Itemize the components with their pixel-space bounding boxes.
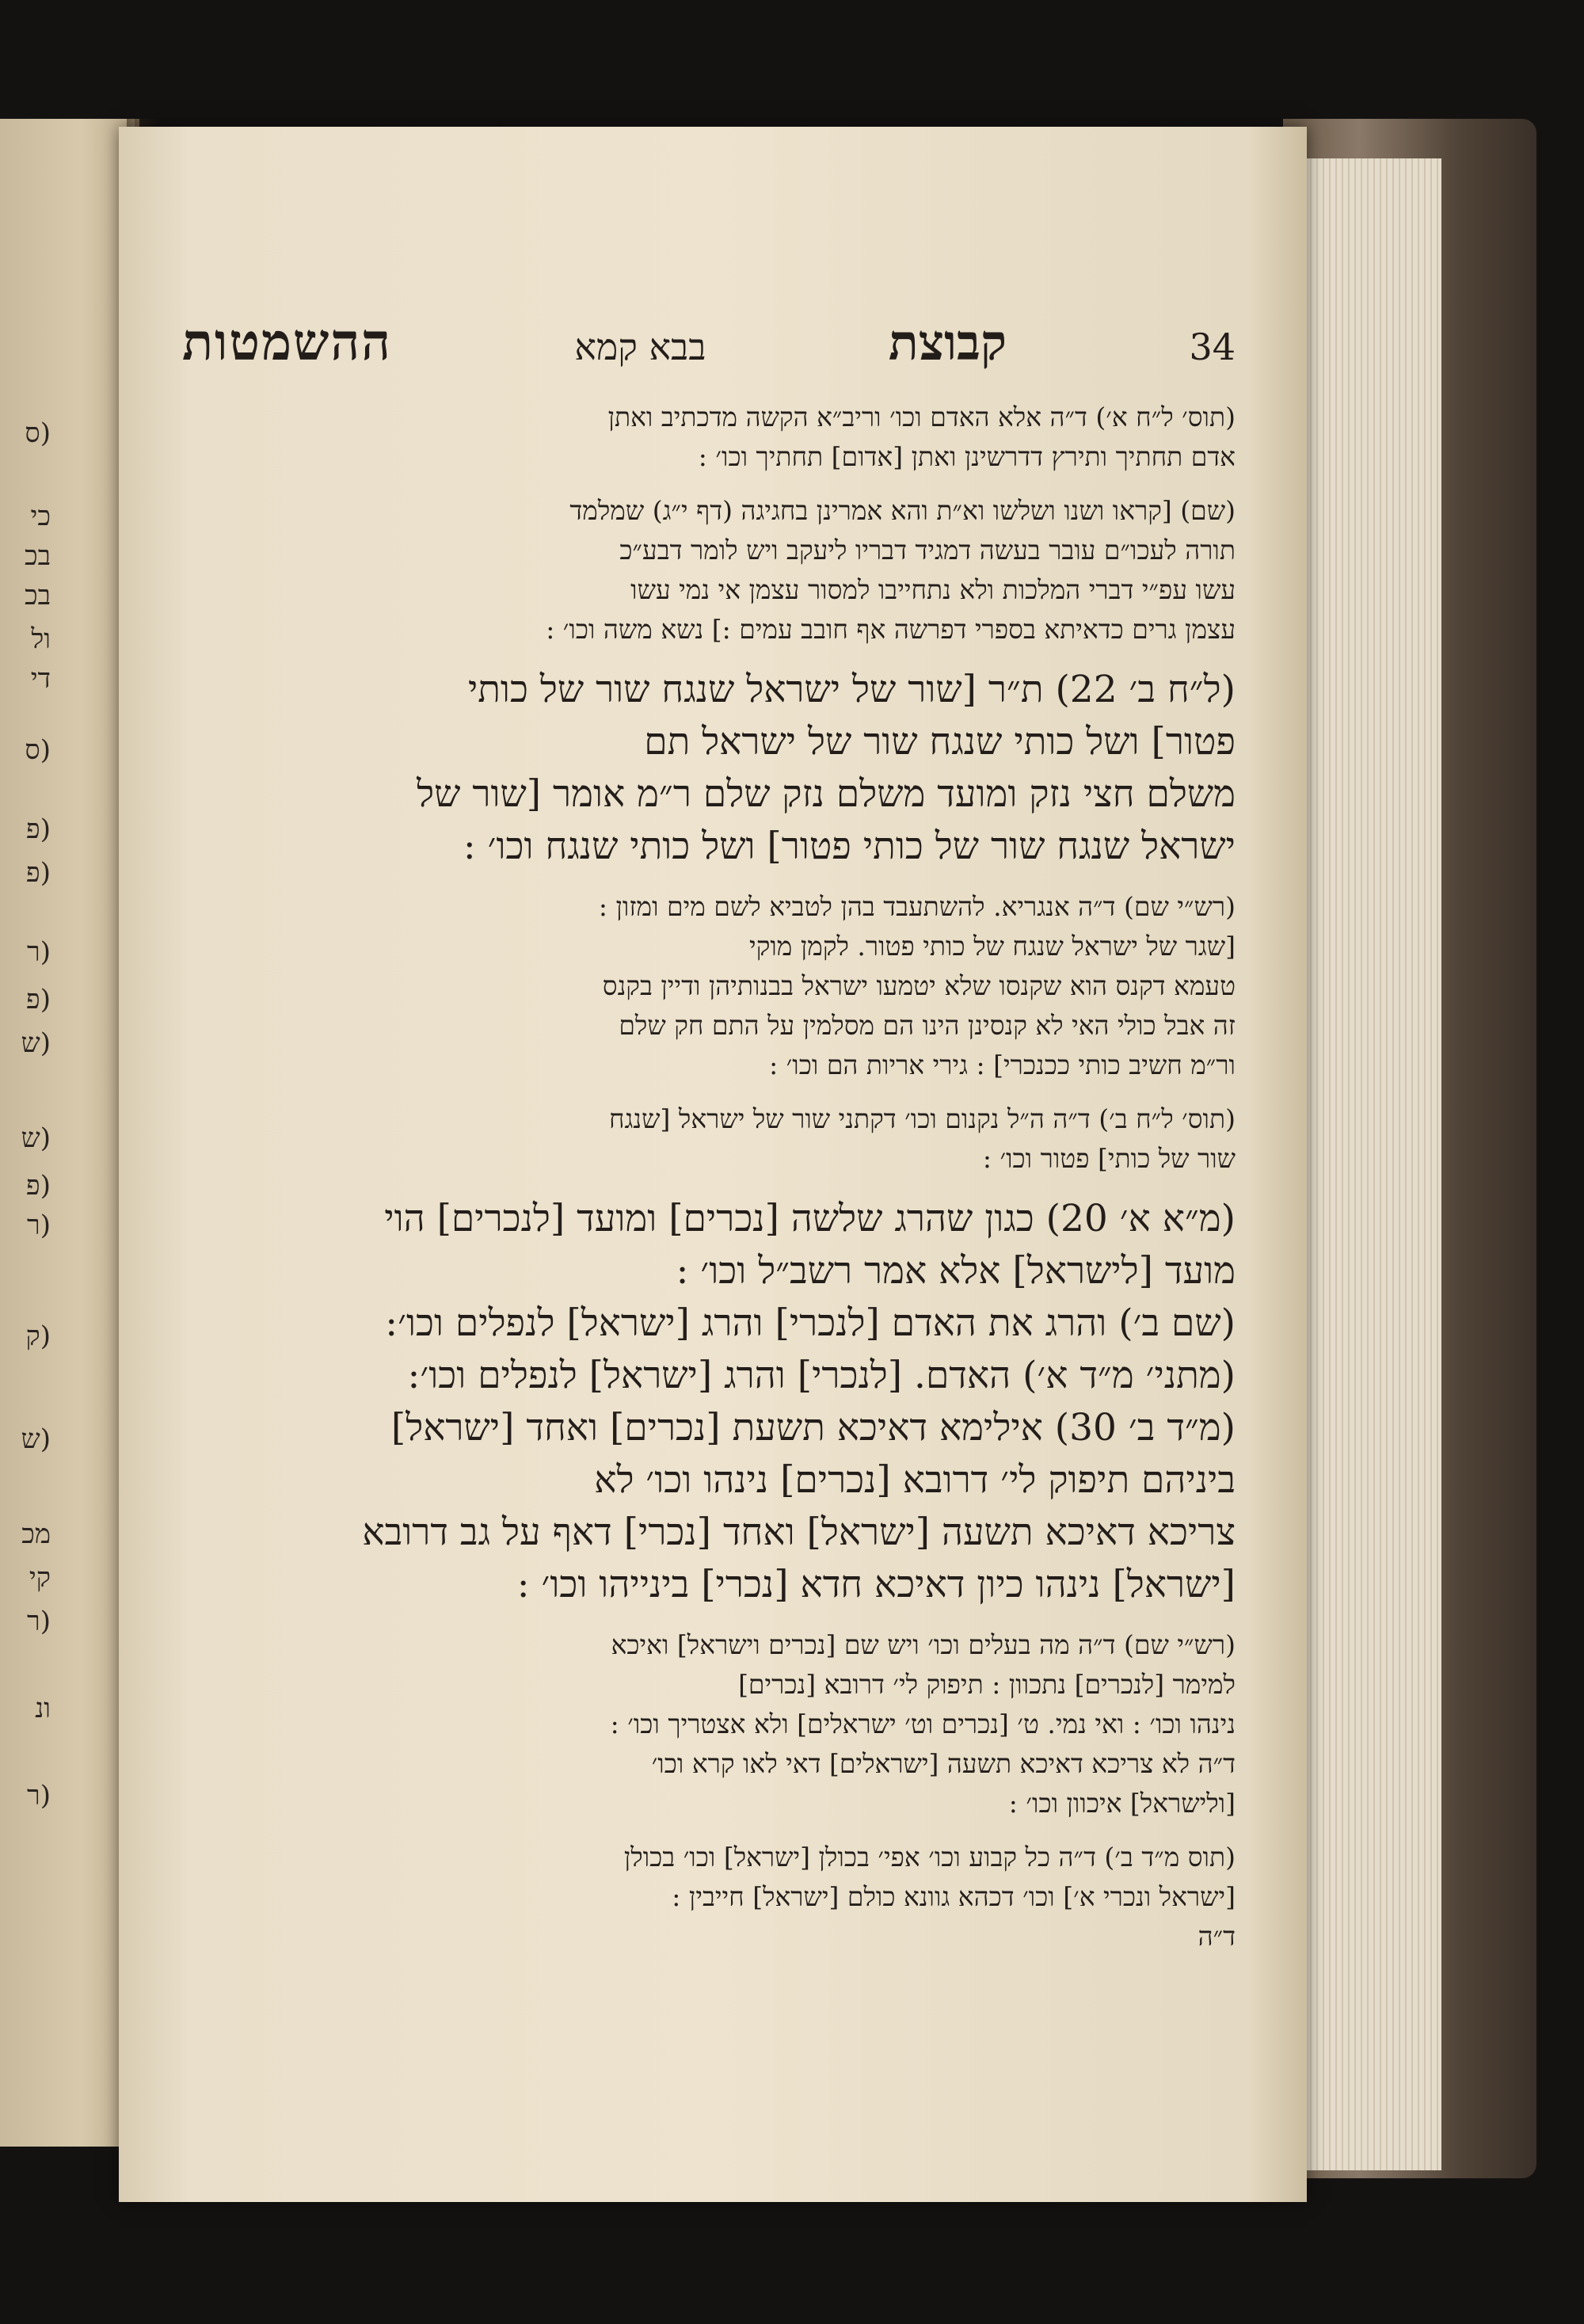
text-line: נינהו וכו׳ : ואי נמי. ט׳ [נכרים וט׳ ישראלים] ולא אצטריך וכו׳ : <box>610 1709 1236 1739</box>
paragraph <box>182 1838 1236 1956</box>
text-line: זה אבל כולי האי לא קנסינן הינו הם מסלמין על התם חק שלם <box>619 1010 1236 1041</box>
title-main: קבוצת <box>888 314 1007 371</box>
right-page <box>119 127 1307 2202</box>
text-line: (תוס׳ ל״ח א׳) ד״ה אלא האדם וכו׳ וריב״א הקשה מדכתיב ואתן <box>607 402 1236 432</box>
paragraph <box>182 491 1236 650</box>
text-line: (ל״ח ב׳ 22) ת״ר [שור של ישראל שנגח שור של כותי <box>467 668 1236 711</box>
text-line: אדם תחתיך ותירץ דדרשינן ואתן [אדום] תחתיך וכו׳ : <box>698 441 1236 472</box>
text-line: ור״מ חשיב כותי ככנכרי] : גירי אריות הם וכו׳ : <box>769 1050 1236 1080</box>
text-line: ישראל שנגח שור של כותי פטור] ושל כותי שנגח וכו׳ : <box>463 825 1236 868</box>
text-line: שור של כותי] פטור וכו׳ : <box>982 1143 1236 1174</box>
text-line: טעמא דקנס הוא שקנסו שלא יטמעו ישראל בבנותיהן ודיין בקנס <box>602 970 1236 1001</box>
left-page-fragment: (ר <box>27 936 51 968</box>
text-line: עשו עפ״י דברי המלכות ולא נתחייבו למסור עצמן אי נמי עשו <box>630 574 1236 605</box>
text-line: (מ״א א׳ 20) כגון שהרג שלשה [נכרים] ומועד [לנכרים] הוי <box>384 1197 1236 1240</box>
page-stack <box>1299 158 1441 2170</box>
text-line: (מ״ד ב׳ 30) אילימא דאיכא תשעת [נכרים] ואחד [ישראל] <box>390 1406 1236 1450</box>
text-line: תורה לעכו״ם עובר בעשה דמגיד דבריו ליעקב ויש לומר דבע״כ <box>619 535 1236 566</box>
text-line: ד״ה <box>1198 1921 1236 1952</box>
title-tractate: בבא קמא <box>574 326 706 368</box>
page-number: 34 <box>1189 326 1236 368</box>
text-line: ביניהם תיפוק לי׳ דרובא [נכרים] נינהו וכו׳ לא <box>594 1458 1236 1502</box>
left-page-fragment: (פ <box>25 857 51 889</box>
text-line: [ישראל ונכרי א׳] וכו׳ דכהא גוונא כולם [ישראל] חייבין : <box>672 1881 1236 1912</box>
text-line: (שם ב׳) והרג את האדם [לנכרי] והרג [ישראל] לנפלים וכו׳: <box>385 1301 1236 1345</box>
text-line: (שם) [קראו ושנו ושלשו וא״ת והא אמרינן בחגיגה (דף י״ג) שמלמד <box>569 495 1236 526</box>
text-line: [שגר של ישראל שנגח של כותי פטור. לקמן מוקי <box>749 931 1236 962</box>
left-page-fragment: בכ <box>24 580 51 611</box>
paragraph <box>182 1625 1236 1823</box>
page-content <box>182 313 1236 1971</box>
text-line: (מתני׳ מ״ד א׳) האדם. [לנכרי] והרג [ישראל] לנפלים וכו׳: <box>407 1354 1236 1397</box>
paragraph <box>182 1193 1236 1611</box>
text-line: עצמן גרים כדאיתא בספרי דפרשה אף חובב עמים :] נשא משה וכו׳ : <box>546 614 1236 645</box>
left-page-fragment: (ש <box>21 1122 51 1154</box>
text-line: משלם חצי נזק ומועד משלם נזק שלם ר״מ אומר [שור של <box>417 772 1236 816</box>
left-page-fragment: ול <box>31 623 51 655</box>
text-line: (תוס מ״ד ב׳) ד״ה כל קבוע וכו׳ אפי׳ בכולן [ישראל] וכו׳ בכולן <box>623 1842 1236 1873</box>
text-line: ד״ה לא צריכא דאיכא תשעה [ישראלים] דאי לאו קרא וכו׳ <box>651 1748 1236 1779</box>
paragraph <box>182 887 1236 1085</box>
left-page-fragment: די <box>30 663 51 695</box>
left-page-fragment: קי <box>29 1562 51 1594</box>
left-page-fragment: (פ <box>25 813 51 845</box>
paragraph <box>182 1099 1236 1179</box>
left-page-fragment: (ס <box>25 734 51 766</box>
text-line: מועד [לישראל] אלא אמר רשב״ל וכו׳ : <box>676 1249 1236 1293</box>
left-page-fragment: (ש <box>21 1027 51 1059</box>
left-page-fragment: (ש <box>21 1423 51 1455</box>
title-end: ההשמטות <box>182 313 392 372</box>
running-header <box>182 313 1236 372</box>
left-page-fragment: (פ <box>25 1170 51 1202</box>
left-page-fragment: ונ <box>35 1693 51 1724</box>
text-line: [ולישראל] איכוון וכו׳ : <box>1008 1788 1236 1819</box>
text-line: צריכא דאיכא תשעה [ישראל] ואחד [נכרי] דאף על גב דרובא <box>362 1511 1236 1554</box>
left-page-fragment: מכ <box>21 1518 51 1550</box>
paragraph <box>182 398 1236 477</box>
paragraph <box>182 664 1236 873</box>
body-text <box>182 398 1236 1956</box>
left-page-fragment: (ק <box>25 1320 51 1352</box>
text-line: למימר [לנכרים] נתכוון : תיפוק לי׳ דרובא [נכרים] <box>738 1669 1236 1700</box>
text-line: (רש״י שם) ד״ה אנגריא. להשתעבד בהן לטביא לשם מים ומזון : <box>598 891 1236 922</box>
left-page-fragment: בכ <box>24 540 51 572</box>
text-line: (תוס׳ ל״ח ב׳) ד״ה ה״ל נקנום וכו׳ דקתני שור של ישראל [שנגח <box>609 1103 1236 1134</box>
left-page-fragment: (ר <box>27 1210 51 1241</box>
text-line: (רש״י שם) ד״ה מה בעלים וכו׳ ויש שם [נכרים וישראל] ואיכא <box>611 1629 1236 1660</box>
left-page-fragment: (ר <box>27 1780 51 1812</box>
left-page-fragment: (ס <box>25 417 51 449</box>
left-page-fragment: כי <box>30 501 51 532</box>
text-line: פטור] ושל כותי שנגח שור של ישראל תם <box>644 720 1236 764</box>
text-line: [ישראל] נינהו כיון דאיכא חדא [נכרי] בינייהו וכו׳ : <box>516 1563 1236 1606</box>
left-page-fragment: (ר <box>27 1606 51 1637</box>
left-page-fragment: (פ <box>25 984 51 1015</box>
